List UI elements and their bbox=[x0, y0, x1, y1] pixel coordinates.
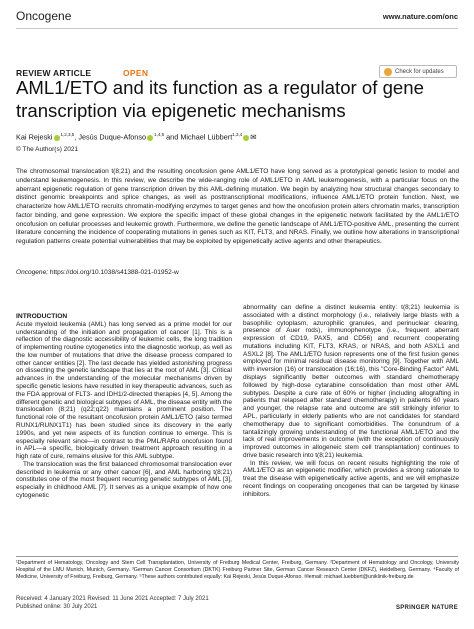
orcid-icon[interactable] bbox=[147, 135, 153, 141]
orcid-icon[interactable] bbox=[54, 135, 60, 141]
section-heading-introduction: INTRODUCTION bbox=[16, 313, 68, 320]
orcid-icon[interactable] bbox=[243, 135, 249, 141]
check-updates-icon bbox=[384, 68, 392, 76]
publication-dates bbox=[16, 595, 209, 611]
body-column-right bbox=[243, 304, 459, 499]
author-affiliation-marks: 1,2,3,5 bbox=[60, 132, 75, 137]
body-paragraph: The translocation was the first balanced chromosomal translocation ever described in leukemia or any other cancer [6], and AML harboring t(8;21) constitutes one of the most frequent recurring genetic subtypes of AML [3], especially in childhood AML [7]. It serves as a unique example of how one cytogenetic bbox=[16, 460, 232, 499]
doi-link[interactable]: https://doi.org/10.1038/s41388-021-01952-w bbox=[48, 269, 179, 276]
body-column-left bbox=[16, 313, 232, 500]
published-online: Published online: 30 July 2021 bbox=[16, 604, 98, 610]
citation-journal: Oncogene; bbox=[16, 269, 49, 276]
received-revised-accepted: Received: 4 January 2021 Revised: 11 June 2021 Accepted: 7 July 2021 bbox=[16, 596, 209, 602]
body-paragraph: In this review, we will focus on recent results highlighting the role of AML1/ETO as an epigenetic modifier, which provides a strong rationale to treat the disease with epigenetically active agents, and we will emphasize recent findings on cooperating oncogenes that can be targeted by kinase inhibitors. bbox=[243, 459, 459, 498]
check-updates-label: Check for updates bbox=[395, 68, 444, 75]
author-affiliation-marks: 1,3,4 bbox=[232, 132, 243, 137]
copyright-notice: © The Author(s) 2021 bbox=[16, 146, 79, 153]
author-affiliation-marks: 1,4,5 bbox=[154, 132, 165, 137]
abstract-text: The chromosomal translocation t(8;21) and the resulting oncofusion gene AML1/ETO have long served as a prototypical genetic lesion to model and understand leukemogenesis. In this review, we describe the wide-ranging role of AML1/ETO in AML leukemogenesis, with a particular focus on the aberrant epigenetic regulation of gene transcription driven by this AML-defining mutation. We begin by analyzing how structural changes secondary to distinct genomic breakpoints and splice changes, as well as posttranscriptional modifications, influence AML1/ETO protein function. Next, we characterize how AML1/ETO recruits chromatin-modifying enzymes to target genes and how the oncofusion protein alters chromatin marks, transcription factor binding, and gene expression. We explore the specific impact of these global changes in the epigenetic network facilitated by the AML1/ETO oncofusion on cellular processes and leukemic growth. Furthermore, we define the genetic landscape of AML1/ETO-positive AML, presenting the current literature concerning the incidence of cooperating mutations in genes such as KIT, FLT3, and NRAS. Finally, we outline how alterations in transcriptional regulation patterns create potential vulnerabilities that may be exploited by epigenetically active agents and other therapeutics. bbox=[16, 168, 459, 245]
journal-website-link[interactable]: www.nature.com/onc bbox=[382, 12, 458, 21]
author-name[interactable]: Kai Rejeski bbox=[16, 132, 53, 142]
body-paragraph: Acute myeloid leukemia (AML) has long served as a prime model for our understanding of the initiation and propagation of cancer [1]. This is a reflection of the diagnostic accessibility of leukemic cells, the long tradition of implementing routine cytogenetics into the diagnostic workup, as well as the low number of mutations that drive the disease process compared to other cancer entities [2]. The last decade has yielded astonishing progress on dissecting the genetic landscape that lies at the root of AML [3]. Critical advances in the understanding of the molecular mechanisms driven by specific genetic lesions have resulted in key therapeutic advances, such as the FDA approval of FLT3- and IDH1/2-directed therapies [4, 5]. Among the different genetic and biological subtypes of AML, the disease entity with the translocation (8;21) (q22;q22) maintains a prominent position. The functional role of the resultant oncofusion protein AML1/ETO (also termed RUNX1/RUNX1T1) has been studied since its discovery in the early 1990s, and yet new aspects of its function continue to emerge. This is especially relevant since—in contrast to the PML/RARα oncofusion found in APL—a specific, biologically driven treatment approach resulting in a high rate of cure, remains elusive for this AML subtype. bbox=[16, 320, 232, 461]
header-divider bbox=[16, 28, 458, 29]
journal-name: Oncogene bbox=[16, 9, 72, 23]
affiliations-footnote: ¹Department of Hematology, Oncology and Stem Cell Transplantation, University of Freiburg Medical Center, Freiburg, Germany. ²Department of Hematology and Oncology, University Hospital of the LMU Munich, Munich, Germany. ³German Cancer Consortium (DKTK) Freiburg Partner Site, German Cancer Research Center (DKFZ), Heidelberg, Germany. ⁴Faculty of Medicine, University of Freiburg, Freiburg, Germany. ⁵These authors contributed equally: Kai Rejeski, Jesús Duque-Afonso. ✉email: michael.luebbert@uniklinik-freiburg.de bbox=[16, 560, 459, 580]
author-list: Kai Rejeski $^{1,2,3,5}$, Jesús Duque-Afonso $^{1,4,5}$ and Michael Lübbert$^{1,3,4}$ ✉ bbox=[16, 132, 257, 142]
author-name[interactable]: Jesús Duque-Afonso bbox=[78, 132, 147, 142]
footer-divider bbox=[16, 556, 458, 557]
publisher-logo: SPRINGER NATURE bbox=[395, 605, 458, 611]
citation-line bbox=[16, 269, 179, 278]
article-type: REVIEW ARTICLE bbox=[16, 68, 92, 78]
email-icon[interactable]: ✉ bbox=[250, 132, 257, 142]
open-access-label: OPEN bbox=[123, 68, 149, 78]
article-title: AML1/ETO and its function as a regulator of gene transcription via epigenetic mechanisms bbox=[16, 77, 424, 121]
body-paragraph: abnormality can define a distinct leukemia entity: t(8;21) leukemia is associated with a distinct morphology (i.e., relatively large blasts with a basophilic cytoplasm, azurophilic granules, and perinuclear clearing, presence of Auer rods), immunophenotype (i.e., frequent aberrant expression of CD19, PAX5, and CD56) and recurrent cooperating mutations including KIT, FLT3, KRAS, or NRAS, and both ASXL1 and ASXL2 [8]. The AML1/ETO fusion represents one of the first fusion genes employed for minimal residual disease monitoring [9]. Together with AML with inversion (16) or translocation (16;16), this "Core-Binding Factor" AML displays significantly better outcomes with standard chemotherapy followed by high-dose cytarabine consolidation than most other AML subtypes. Despite a cure rate of 60% or higher (including allografting in patients that relapsed after standard chemotherapy) in patients 60 years and younger, the relapse rate and outcome are still strikingly inferior to APL, particularly in elderly patients who are not candidates for standard chemotherapy due to significant comorbidities. The conundrum of a tantalizingly growing understanding of the functional AML1/ETO and the lack of real improvements in outcome (with the exception of continuously improved outcomes in allogeneic stem cell transplantation) continues to drive basic research into t(8;21) leukemia. bbox=[243, 304, 459, 459]
author-name[interactable]: Michael Lübbert bbox=[180, 132, 233, 142]
